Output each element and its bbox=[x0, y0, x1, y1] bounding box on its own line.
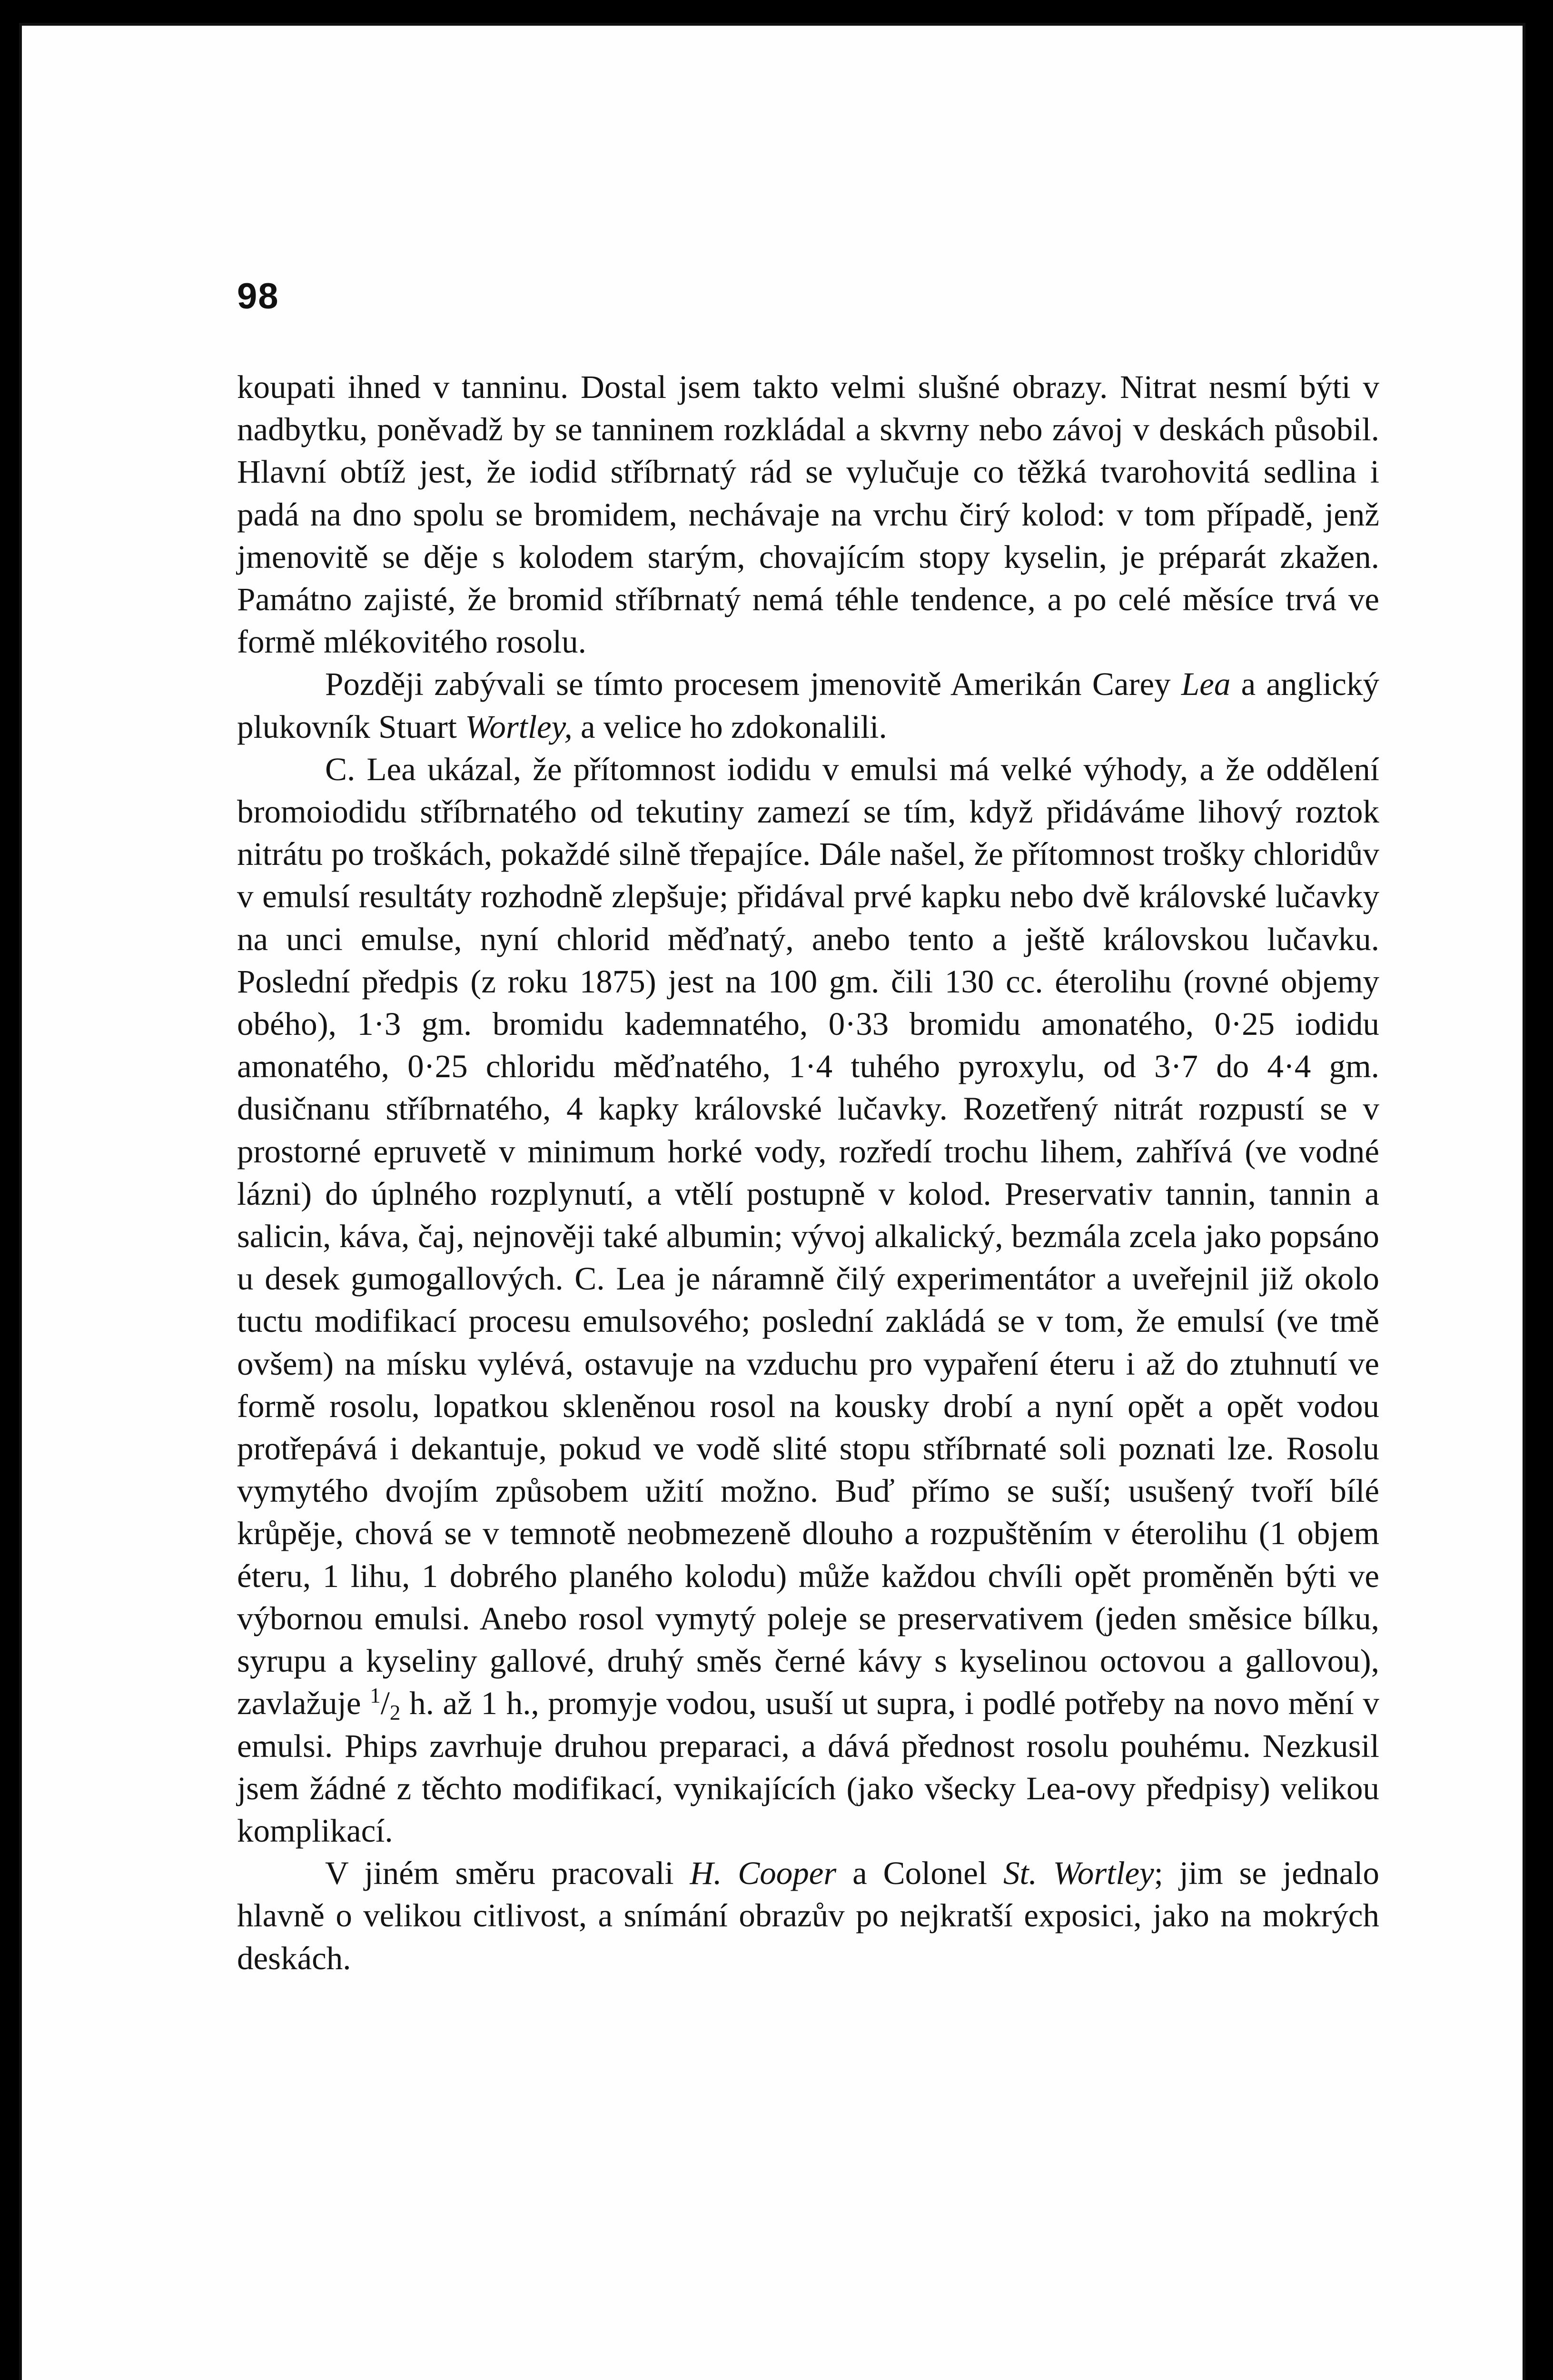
paragraph-1: koupati ihned v tanninu. Dostal jsem takto velmi slušné obrazy. Nitrat nesmí býti v nadbytku, poněvadž by se tanninem rozkládal a skvrny nebo závoj v deskách působil. Hlavní obtíž jest, že iodid stříbrnatý rád se vylučuje co těžká tvarohovitá sedlina i padá na dno spolu se bromidem, nechávaje na vrchu čirý kolod: v tom případě, jenž jmenovitě se děje s kolodem starým, chovajícím stopy kyselin, je préparát zkažen. Památno zajisté, že bromid stříbrnatý nemá téhle tendence, a po celé měsíce trvá ve formě mlékovitého rosolu. bbox=[237, 369, 1379, 660]
body-text bbox=[237, 366, 1379, 1980]
paragraph-2 bbox=[237, 663, 1379, 748]
paragraph-4-text-a: V jiném směru pracovali bbox=[325, 1855, 674, 1892]
paragraph-3-text-b: h. až 1 h., promyje vodou, usuší ut supra, i podlé potřeby na novo mění v emulsi. Phips zavrhuje druhou preparaci, a dává přednost rosolu pouhému. Nezkusil jsem žádné z těchto modifikací, vynikajících (jako všecky Lea-ovy předpisy) velikou komplikací. bbox=[237, 1685, 1380, 1849]
fraction-numerator: 1 bbox=[370, 1684, 381, 1708]
paragraph-4-text-b: a Colonel bbox=[852, 1855, 988, 1892]
paragraph-2-text-c: a velice ho zdokonalili. bbox=[580, 708, 887, 745]
paragraph-3: C. Lea ukázal, že přítomnost iodidu v emulsi má velké výhody, a že oddělení bromoiodidu stříbrnatého od tekutiny zamezí se tím, když přidáváme lihový roztok nitrátu po troškách, pokaždé silně třepajíce. Dále našel, že přítomnost trošky chloridův v emulsí resultáty rozhodně zlepšuje; přidával prvé kapku nebo dvě královské lučavky na unci emulse, nyní chlorid měďnatý, anebo tento a ještě královskou lučavku. Poslední předpis (z roku 1875) jest na 100 gm. čili 130 cc. éterolihu (rovné objemy obého), 1·3 gm. bromidu kademnatého, 0·33 bromidu amonatého, 0·25 iodidu amonatého, 0·25 chloridu měďnatého, 1·4 tuhého pyroxylu, od 3·7 do 4·4 gm. dusičnanu stříbrnatého, 4 kapky královské lučavky. Rozetřený nitrát rozpustí se v prostorné epruvetě v minimum horké vody, rozředí trochu lihem, zahřívá (ve vodné lázni) do úplného rozplynutí, a vtělí postupně v kolod. Preservativ tannin, tannin a salicin, káva, čaj, nejnověji také albumin; vývoj alkalický, bezmála zcela jako popsáno u desek gumogallových. C. Lea je náramně čilý experimentátor a uveřejnil již okolo tuctu modifikací procesu emulsového; poslední zakládá se v tom, že emulsí (ve tmě ovšem) na mísku vylévá, ostavuje na vzduchu pro vypaření éteru i až do ztuhnutí ve formě rosolu, lopatkou skleněnou rosol na kousky drobí a nyní opět a opět vodou protřepává i dekantuje, pokud ve vodě slité stopu stříbrnaté soli poznati lze. Rosolu vymytého dvojím způsobem užití možno. Buď přímo se suší; usušený tvoří bílé krůpěje, chová se v temnotě neobmezeně dlouho a rozpuštěním v éterolihu (1 objem éteru, 1 lihu, 1 dobrého planého kolodu) může každou chvíli opět proměněn býti ve výbornou emulsi. Anebo rosol vymytý poleje se preservativem (jeden směsice bílku, syrupu a kyseliny gallové, druhý směs černé kávy s kyselinou octovou a gallovou), zavlažuje $^1/_2$ h. až 1 h., promyje vodou, usuší ut supra, i podlé potřeby na novo mění v emulsi. Phips zavrhuje druhou preparaci, a dává přednost rosolu pouhému. Nezkusil jsem žádné z těchto modifikací, vynikajících (jako všecky Lea-ovy předpisy) velikou komplikací. bbox=[237, 751, 1380, 1849]
paragraph-4-text-c: ; jim se jednalo hlavně o velikou citlivost, a snímání obrazův po nejkratší exposici, jako na mokrých deskách. bbox=[237, 1855, 1380, 1976]
paragraph-2-text-b: a anglický plukovník Stuart bbox=[237, 666, 1380, 745]
document-page bbox=[19, 23, 1525, 2380]
name-cooper: H. Cooper bbox=[690, 1855, 837, 1892]
paragraph-4 bbox=[237, 1852, 1379, 1980]
name-st-wortley: St. Wortley bbox=[1003, 1855, 1154, 1892]
page-number: 98 bbox=[237, 276, 279, 317]
name-lea: Lea bbox=[1181, 666, 1231, 703]
paragraph-2-text-a: Později zabývali se tímto procesem jmenovitě Amerikán Carey bbox=[325, 666, 1171, 703]
fraction-denominator: 2 bbox=[389, 1701, 401, 1725]
paragraph-3-text-a: C. Lea ukázal, že přítomnost iodidu v emulsi má velké výhody, a že oddělení bromoiodidu stříbrnatého od tekutiny zamezí se tím, když přidáváme lihový roztok nitrátu po troškách, pokaždé silně třepajíce. Dále našel, že přítomnost trošky chloridův v emulsí resultáty rozhodně zlepšuje; přidával prvé kapku nebo dvě královské lučavky na unci emulse, nyní chlorid měďnatý, anebo tento a ještě královskou lučavku. Poslední předpis (z roku 1875) jest na 100 gm. čili 130 cc. éterolihu (rovné objemy obého), 1·3 gm. bromidu kademnatého, 0·33 bromidu amonatého, 0·25 iodidu amonatého, 0·25 chloridu měďnatého, 1·4 tuhého pyroxylu, od 3·7 do 4·4 gm. dusičnanu stříbrnatého, 4 kapky královské lučavky. Rozetřený nitrát rozpustí se v prostorné epruvetě v minimum horké vody, rozředí trochu lihem, zahřívá (ve vodné lázni) do úplného rozplynutí, a vtělí postupně v kolod. Preservativ tannin, tannin a salicin, káva, čaj, nejnověji také albumin; vývoj alkalický, bezmála zcela jako popsáno u desek gumogallových. C. Lea je náramně čilý experimentátor a uveřejnil již okolo tuctu modifikací procesu emulsového; poslední zakládá se v tom, že emulsí (ve tmě ovšem) na mísku vylévá, ostavuje na vzduchu pro vypaření éteru i až do ztuhnutí ve formě rosolu, lopatkou skleněnou rosol na kousky drobí a nyní opět a opět vodou protřepává i dekantuje, pokud ve vodě slité stopu stříbrnaté soli poznati lze. Rosolu vymytého dvojím způsobem užití možno. Buď přímo se suší; usušený tvoří bílé krůpěje, chová se v temnotě neobmezeně dlouho a rozpuštěním v éterolihu (1 objem éteru, 1 lihu, 1 dobrého planého kolodu) může každou chvíli opět proměněn býti ve výbornou emulsi. Anebo rosol vymytý poleje se preservativem (jeden směsice bílku, syrupu a kyseliny gallové, druhý směs černé kávy s kyselinou octovou a gallovou), zavlažuje bbox=[237, 751, 1379, 1722]
name-wortley: Wortley, bbox=[465, 708, 573, 745]
